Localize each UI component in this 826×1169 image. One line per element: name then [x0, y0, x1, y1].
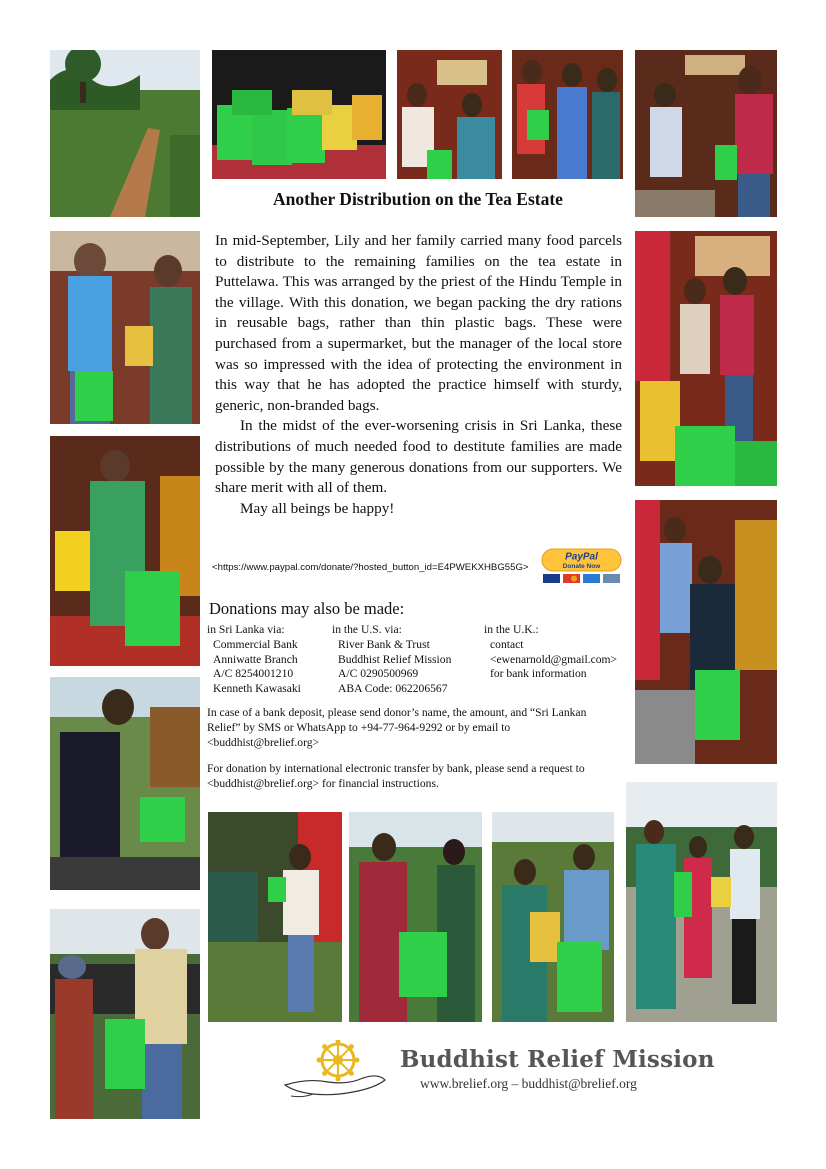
- sri-lanka-line: Kenneth Kawasaki: [213, 682, 301, 696]
- deposit-note: In case of a bank deposit, please send donor’s name, the amount, and “Sri Lankan Relief” by SMS or WhatsApp to +94-77-964-9292 or by email to <buddhist@brelief.org>: [207, 706, 587, 749]
- sri-lanka-line: A/C 8254001210: [213, 667, 294, 681]
- photo-woman-handing-bag: [50, 677, 200, 890]
- hand-icon: [285, 1076, 385, 1097]
- us-line: A/C 0290500969: [338, 667, 419, 681]
- us-heading: in the U.S. via:: [332, 623, 402, 636]
- photo-roadside-distribution: [626, 782, 777, 1022]
- paragraph-3: May all beings be happy!: [240, 499, 395, 517]
- uk-line: for bank information: [490, 667, 587, 681]
- us-line: River Bank & Trust: [338, 637, 430, 651]
- org-contact[interactable]: www.brelief.org – buddhist@brelief.org: [420, 1076, 637, 1091]
- donation-sri-lanka: [207, 623, 301, 697]
- photo-two-women-exchange: [349, 812, 482, 1022]
- uk-heading: in the U.K.:: [484, 623, 539, 636]
- photo-man-giving-bag: [50, 909, 200, 1119]
- donation-uk: [484, 623, 617, 682]
- paypal-brand: PayPal: [565, 551, 598, 563]
- photo-temple-distribution-2: [512, 50, 623, 179]
- article-title: Another Distribution on the Tea Estate: [273, 189, 563, 209]
- photo-couple-with-bags: [492, 812, 614, 1022]
- photo-temple-stage-bags: [635, 231, 777, 486]
- paypal-donate-button[interactable]: [541, 548, 622, 584]
- paypal-label: Donate Now: [562, 563, 601, 570]
- paypal-logo-icon: [541, 548, 622, 584]
- uk-line: contact: [490, 637, 524, 651]
- photo-man-at-doorway: [208, 812, 342, 1022]
- international-note: For donation by international electronic transfer by bank, please send a request to <buddhist@brelief.org> for financial instructions.: [207, 762, 585, 790]
- photo-woman-floral-dress: [50, 436, 200, 666]
- photo-elderly-couple-bags: [50, 231, 200, 424]
- photo-temple-distribution-1: [397, 50, 502, 179]
- us-line: ABA Code: 062206567: [338, 682, 448, 696]
- org-name: Buddhist Relief Mission: [400, 1046, 715, 1073]
- photo-tea-estate-path: [50, 50, 200, 217]
- paypal-link[interactable]: <https://www.paypal.com/donate/?hosted_button_id=E4PWEKXHBG55G>: [212, 562, 529, 573]
- us-line: Buddhist Relief Mission: [338, 652, 452, 666]
- photo-temple-distribution-3: [635, 50, 777, 217]
- donation-us: [332, 623, 451, 697]
- card-icons: [543, 574, 620, 583]
- photo-woman-with-bags-temple: [635, 500, 777, 764]
- paragraph-2: In the midst of the ever-worsening crisis in Sri Lanka, these distributions of much needed food to destitute families are made possible by the many generous donations from our supporters. We share merit with all of them.: [215, 417, 622, 497]
- sri-lanka-heading: in Sri Lanka via:: [207, 623, 285, 636]
- uk-email[interactable]: <ewenarnold@gmail.com>: [490, 652, 618, 666]
- photo-green-bags-stage: [212, 50, 386, 179]
- paragraph-1: In mid-September, Lily and her family carried many food parcels to distribute to the remaining families on the tea estate in Puttelawa. This was arranged by the priest of the Hindu Temple in the village. With this donation, we began packing the dry rations in reusable bags, rather than thin plastic bags. These were purchased from a supermarket, but the manager of the local store was so impressed with the idea of protecting the environment in this way that he has adopted the practice himself with sturdy, generic, non-branded bags.: [215, 232, 622, 414]
- article-body: [215, 231, 622, 519]
- donations-heading: Donations may also be made:: [209, 599, 405, 618]
- sri-lanka-line: Commercial Bank: [213, 637, 298, 651]
- sri-lanka-line: Anniwatte Branch: [213, 652, 298, 666]
- dharma-wheel-icon: [317, 1040, 360, 1082]
